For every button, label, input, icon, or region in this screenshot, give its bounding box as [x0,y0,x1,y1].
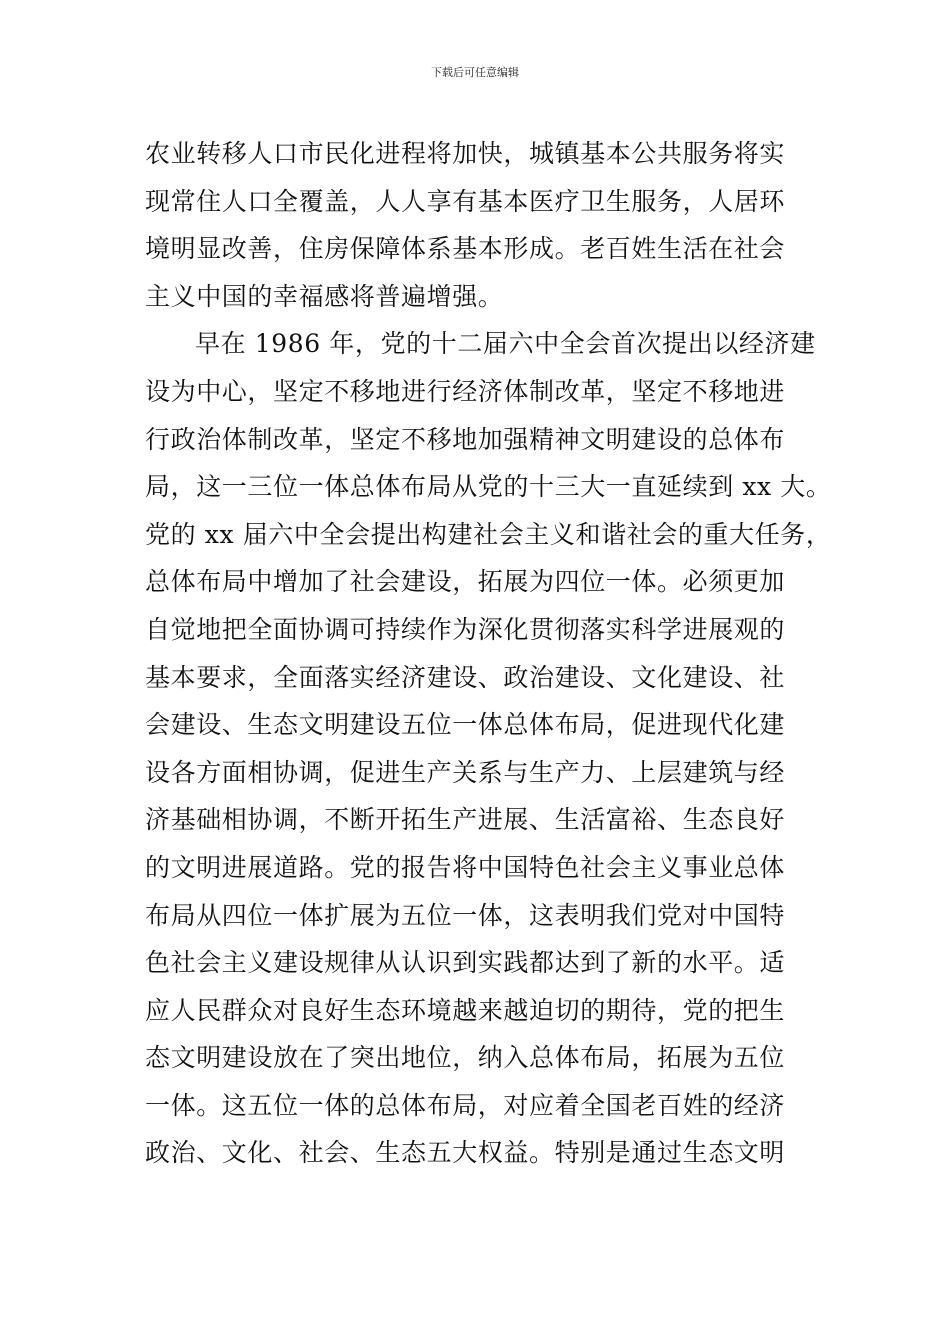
text-line: 色社会主义建设规律从认识到实践都达到了新的水平。适 [145,948,786,978]
text-line: 境明显改善，住房保障体系基本形成。老百姓生活在社会 [145,234,786,264]
text-line: 一体。这五位一体的总体布局，对应着全国老百姓的经济 [145,1090,786,1120]
text-line: 政治、文化、社会、生态五大权益。特别是通过生态文明 [145,1138,786,1168]
text-line: 农业转移人口市民化进程将加快，城镇基本公共服务将实 [145,139,786,168]
text-line: 设为中心，坚定不移地进行经济体制改革，坚定不移地进 [145,376,786,406]
text-line: 现常住人口全覆盖，人人享有基本医疗卫生服务，人居环 [145,186,786,216]
page-header: 下载后可任意编辑 [431,66,519,79]
text-line: 基本要求，全面落实经济建设、政治建设、文化建设、社 [145,662,786,692]
text-line: 党的 xx 届六中全会提出构建社会主义和谐社会的重大任务， [145,519,832,549]
text-line: 自觉地把全面协调可持续作为深化贯彻落实科学进展观的 [145,614,786,644]
text-line: 会建设、生态文明建设五位一体总体布局，促进现代化建 [145,710,786,740]
paragraph-1 [145,130,810,320]
text-line: 主义中国的幸福感将普遍增强。 [145,281,504,311]
text-line: 总体布局中增加了社会建设，拓展为四位一体。必须更加 [145,567,786,597]
paragraph-2 [145,320,832,1177]
text-line: 设各方面相协调，促进生产关系与生产力、上层建筑与经 [145,757,786,787]
text-line: 应人民群众对良好生态环境越来越迫切的期待，党的把生 [145,995,786,1025]
text-line: 的文明进展道路。党的报告将中国特色社会主义事业总体 [145,852,786,882]
text-line: 态文明建设放在了突出地位，纳入总体布局，拓展为五位 [145,1043,786,1073]
text-line: 局，这一三位一体总体布局从党的十三大一直延续到 xx 大。 [145,472,832,502]
text-line: 济基础相协调，不断开拓生产进展、生活富裕、生态良好 [145,805,786,835]
document-body [145,130,832,1177]
text-line: 行政治体制改革，坚定不移地加强精神文明建设的总体布 [145,424,786,454]
text-line: 早在 1986 年，党的十二届六中全会首次提出以经济建 [195,329,816,359]
text-line: 布局从四位一体扩展为五位一体，这表明我们党对中国特 [145,900,786,930]
